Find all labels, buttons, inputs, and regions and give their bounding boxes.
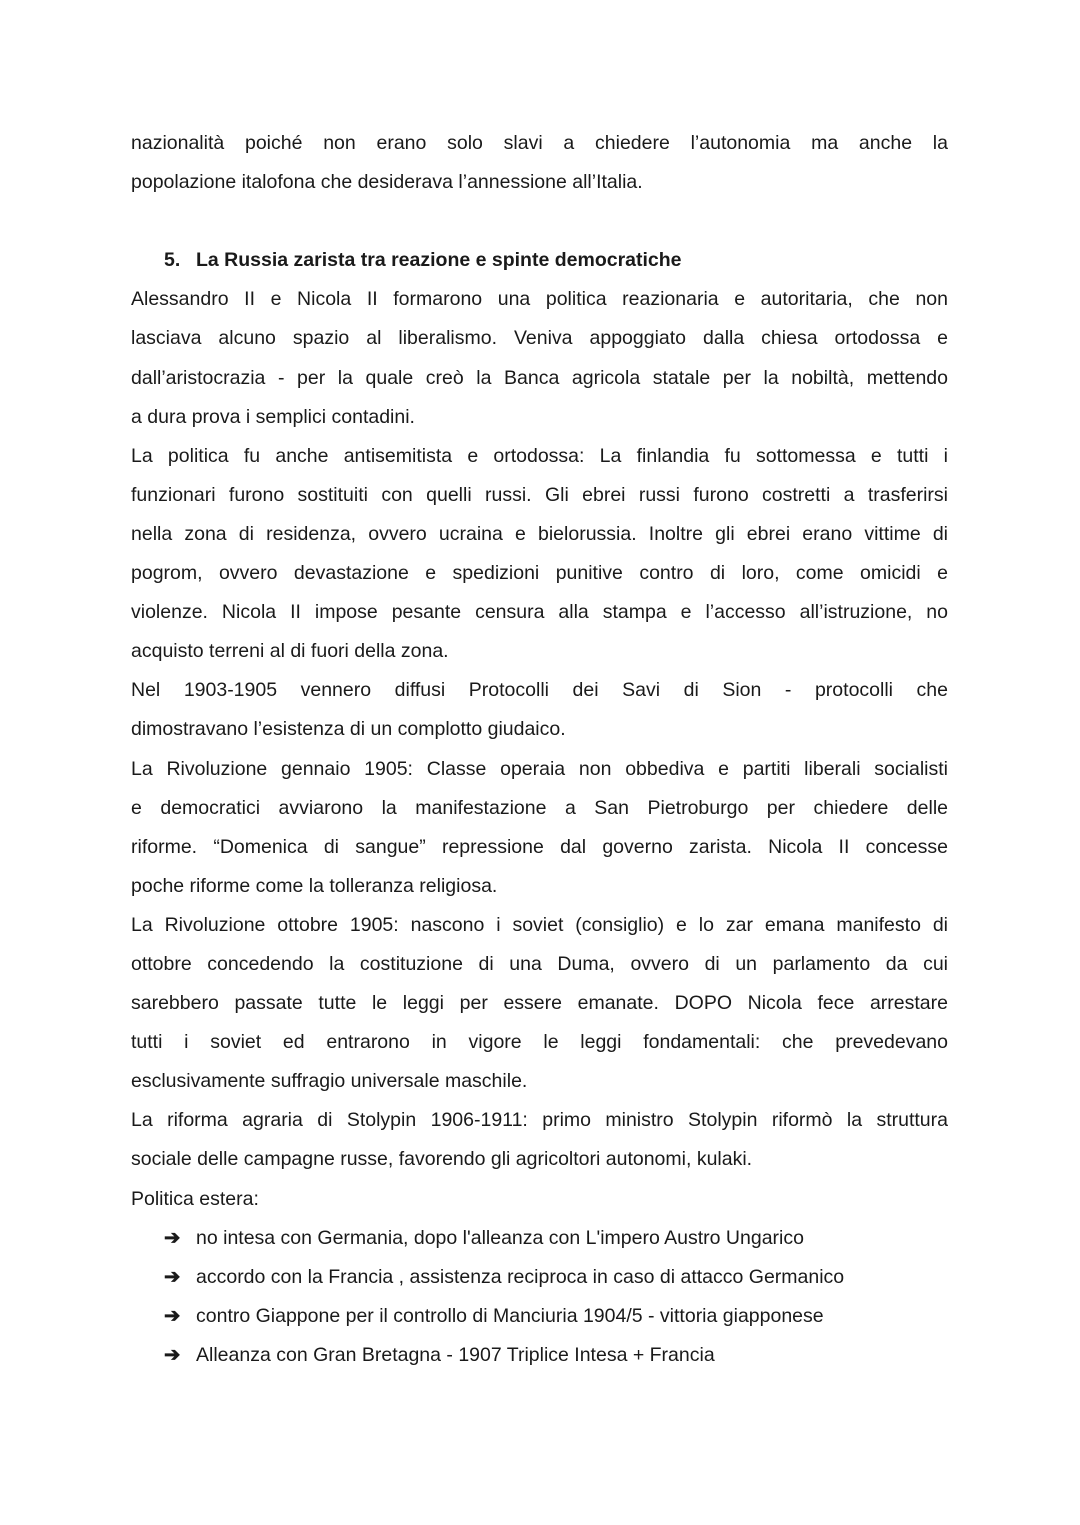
list-item xyxy=(131,1336,948,1375)
list-item xyxy=(131,1258,948,1297)
text-line: Nel 1903-1905 vennero diffusi Protocolli dei Savi di Sion - protocolli che xyxy=(131,679,948,702)
text-line: ottobre concedendo la costituzione di una Duma, ovvero di un parlamento da cui xyxy=(131,952,948,975)
text-line: popolazione italofona che desiderava l’annessione all’Italia. xyxy=(131,171,643,194)
text-line: Politica estera: xyxy=(131,1187,259,1210)
section-body xyxy=(131,280,948,1218)
spacer xyxy=(131,202,948,241)
arrow-bullet-icon: ➔ xyxy=(164,1343,181,1366)
list-item xyxy=(131,1297,948,1336)
section-title: La Russia zarista tra reazione e spinte democratiche xyxy=(196,249,682,272)
text-line: poche riforme come la tolleranza religiosa. xyxy=(131,874,498,897)
text-line: sociale delle campagne russe, favorendo gli agricoltori autonomi, kulaki. xyxy=(131,1148,753,1171)
text-line: esclusivamente suffragio universale maschile. xyxy=(131,1070,528,1093)
text-line: La politica fu anche antisemitista e ortodossa: La finlandia fu sottomessa e tutti i xyxy=(131,444,948,467)
bullet-list xyxy=(131,1219,948,1375)
text-line: tutti i soviet ed entrarono in vigore le leggi fondamentali: che prevedevano xyxy=(131,1031,948,1054)
text-line: dimostravano l’esistenza di un complotto giudaico. xyxy=(131,718,566,741)
text-line: lasciava alcuno spazio al liberalismo. Veniva appoggiato dalla chiesa ortodossa e xyxy=(131,327,948,350)
text-line: sarebbero passate tutte le leggi per essere emanate. DOPO Nicola fece arrestare xyxy=(131,992,948,1015)
text-line: La Rivoluzione gennaio 1905: Classe operaia non obbediva e partiti liberali socialisti xyxy=(131,757,948,780)
intro-paragraph xyxy=(131,124,948,202)
list-item-text: Alleanza con Gran Bretagna - 1907 Triplice Intesa + Francia xyxy=(196,1343,715,1366)
arrow-bullet-icon: ➔ xyxy=(164,1265,181,1288)
text-line: dall’aristocrazia - per la quale creò la Banca agricola statale per la nobiltà, mettendo xyxy=(131,366,948,389)
text-line: violenze. Nicola II impose pesante censura alla stampa e l’accesso all’istruzione, no xyxy=(131,601,948,624)
list-item-text: contro Giappone per il controllo di Manciuria 1904/5 - vittoria giapponese xyxy=(196,1304,824,1327)
list-item-text: accordo con la Francia , assistenza reciproca in caso di attacco Germanico xyxy=(196,1265,845,1288)
arrow-bullet-icon: ➔ xyxy=(164,1226,181,1249)
arrow-bullet-icon: ➔ xyxy=(164,1304,181,1327)
list-item xyxy=(131,1219,948,1258)
text-line: acquisto terreni al di fuori della zona. xyxy=(131,640,449,663)
list-item-text: no intesa con Germania, dopo l'alleanza con L'impero Austro Ungarico xyxy=(196,1226,804,1249)
text-line: nazionalità poiché non erano solo slavi a chiedere l’autonomia ma anche la xyxy=(131,132,948,154)
text-line: La Rivoluzione ottobre 1905: nascono i soviet (consiglio) e lo zar emana manifesto di xyxy=(131,913,948,936)
text-line: pogrom, ovvero devastazione e spedizioni punitive contro di loro, come omicidi e xyxy=(131,562,948,585)
section-number: 5. xyxy=(164,249,181,272)
section-heading xyxy=(131,241,948,280)
document-page xyxy=(131,124,948,1375)
text-line: funzionari furono sostituiti con quelli russi. Gli ebrei russi furono costretti a trasferirsi xyxy=(131,483,948,506)
text-line: e democratici avviarono la manifestazione a San Pietroburgo per chiedere delle xyxy=(131,796,948,819)
text-line: riforme. “Domenica di sangue” repressione dal governo zarista. Nicola II concesse xyxy=(131,835,948,858)
text-line: a dura prova i semplici contadini. xyxy=(131,405,415,428)
text-line: nella zona di residenza, ovvero ucraina e bielorussia. Inoltre gli ebrei erano vittime di xyxy=(131,522,948,545)
text-line: La riforma agraria di Stolypin 1906-1911: primo ministro Stolypin riformò la struttura xyxy=(131,1109,948,1132)
text-line: Alessandro II e Nicola II formarono una politica reazionaria e autoritaria, che non xyxy=(131,288,948,311)
